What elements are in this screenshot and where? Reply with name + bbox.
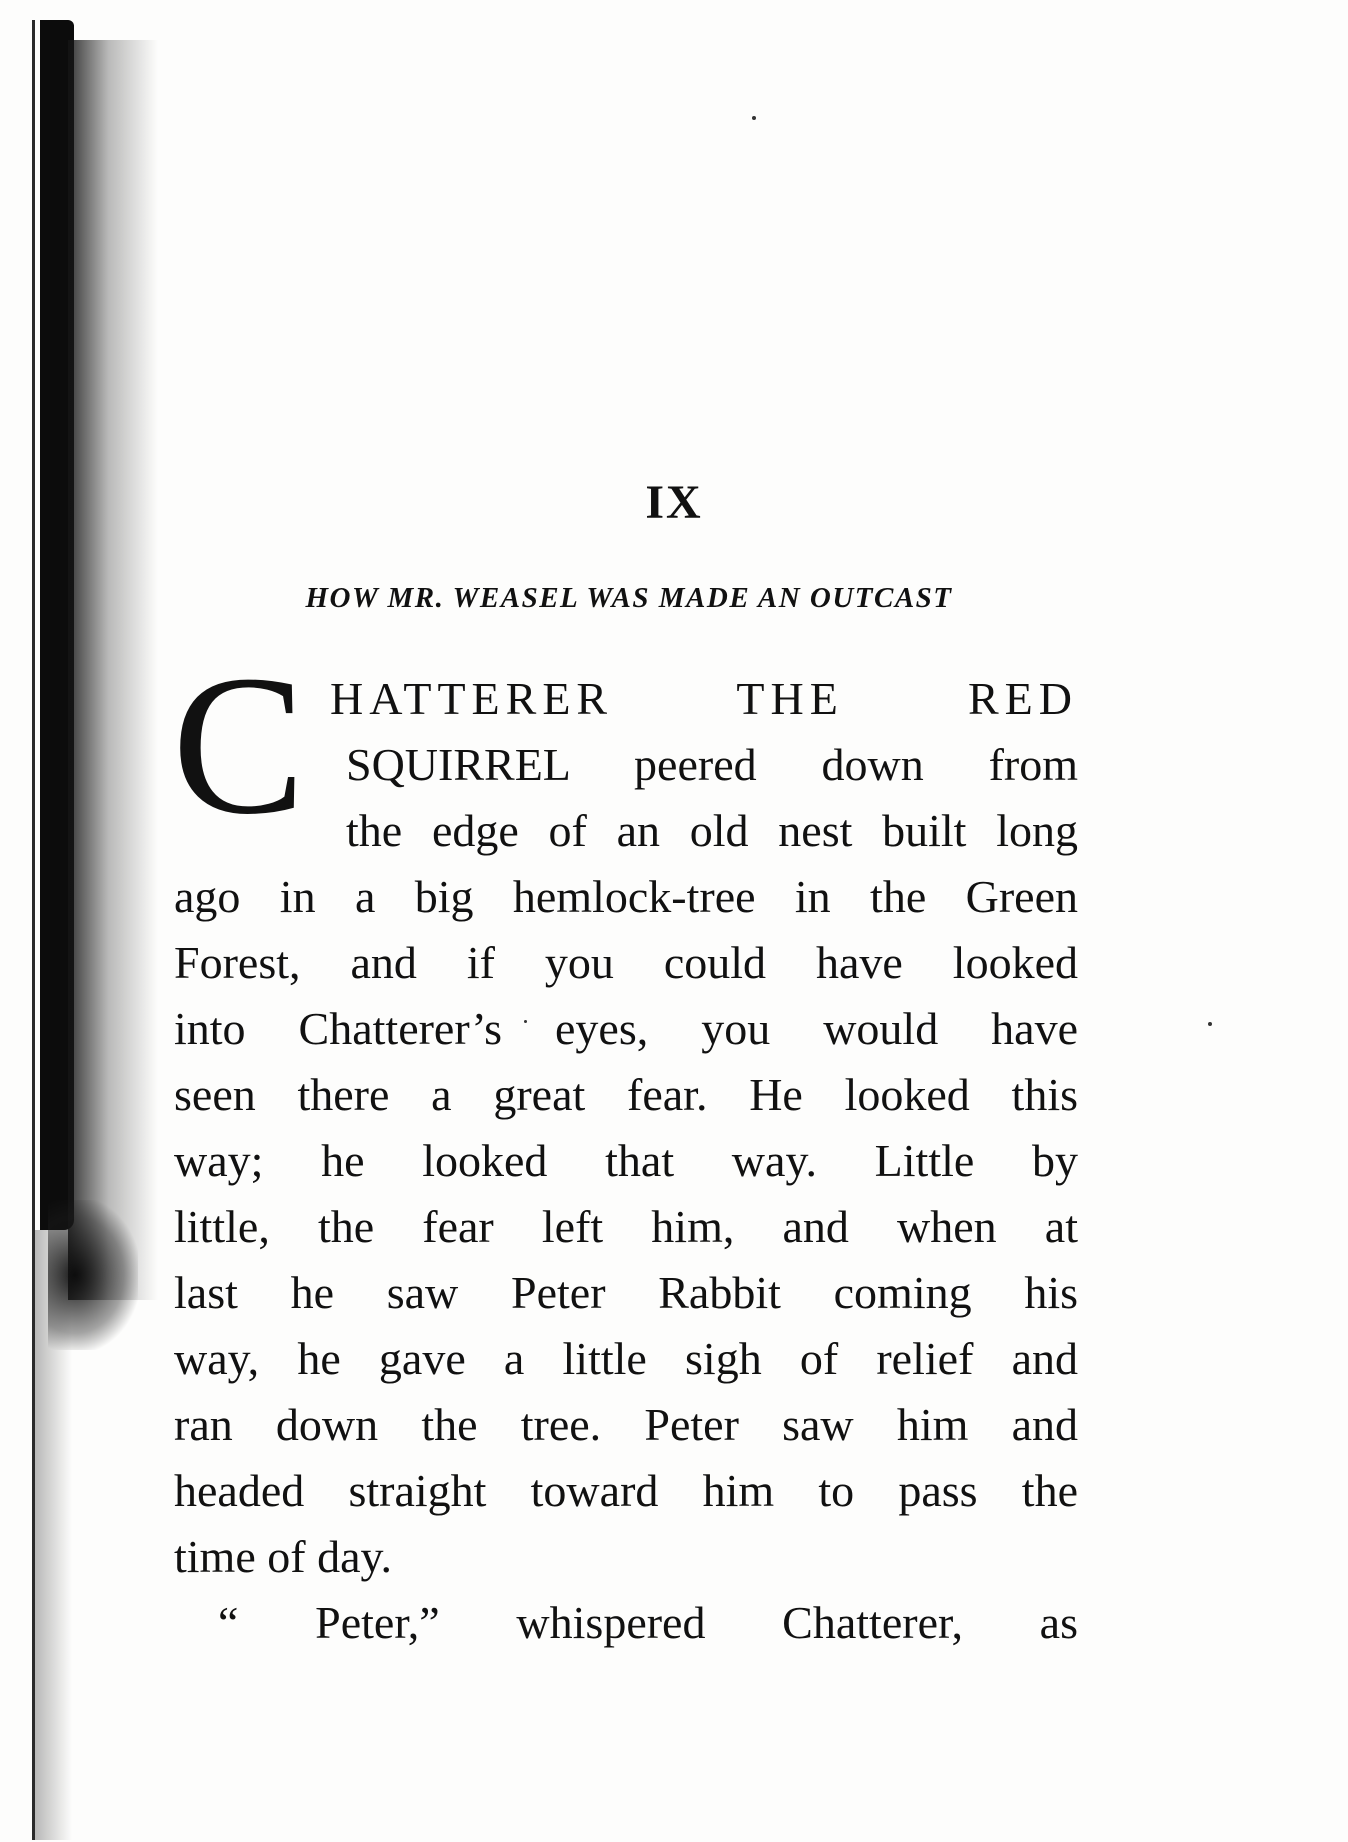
text-line-7: seen there a great fear. He looked this	[174, 1069, 1078, 1120]
text-line-4: ago in a big hemlock-tree in the Green	[174, 871, 1078, 922]
book-binding-shadow	[28, 20, 148, 1840]
text-line-9: little, the fear left him, and when at	[174, 1201, 1078, 1252]
scan-speck	[752, 116, 756, 120]
text-line-13: headed straight toward him to pass the	[174, 1465, 1078, 1516]
drop-cap-letter: C	[172, 635, 306, 856]
text-line-6: into Chatterer’s eyes, you would have	[174, 1003, 1078, 1054]
text-line-15: “ Peter,” whispered Chatterer, as	[218, 1597, 1078, 1648]
text-line-10: last he saw Peter Rabbit coming his	[174, 1267, 1078, 1318]
text-line-14: time of day.	[174, 1531, 393, 1582]
text-line-5: Forest, and if you could have looked	[174, 937, 1078, 988]
binding-lower-shadow	[32, 1230, 72, 1840]
text-line-12: ran down the tree. Peter saw him and	[174, 1399, 1078, 1450]
text-line-2: SQUIRREL peered down from	[346, 739, 1078, 790]
text-line-1: HATTERER THE RED	[330, 673, 1078, 724]
text-line-8: way; he looked that way. Little by	[174, 1135, 1078, 1186]
text-line-3: the edge of an old nest built long	[346, 805, 1078, 856]
text-line-11: way, he gave a little sigh of relief and	[174, 1333, 1078, 1384]
chapter-title: HOW MR. WEASEL WAS MADE AN OUTCAST	[305, 582, 953, 614]
binding-gradient	[68, 40, 158, 1300]
chapter-number: IX	[645, 476, 703, 529]
scan-speck	[1208, 1022, 1212, 1026]
